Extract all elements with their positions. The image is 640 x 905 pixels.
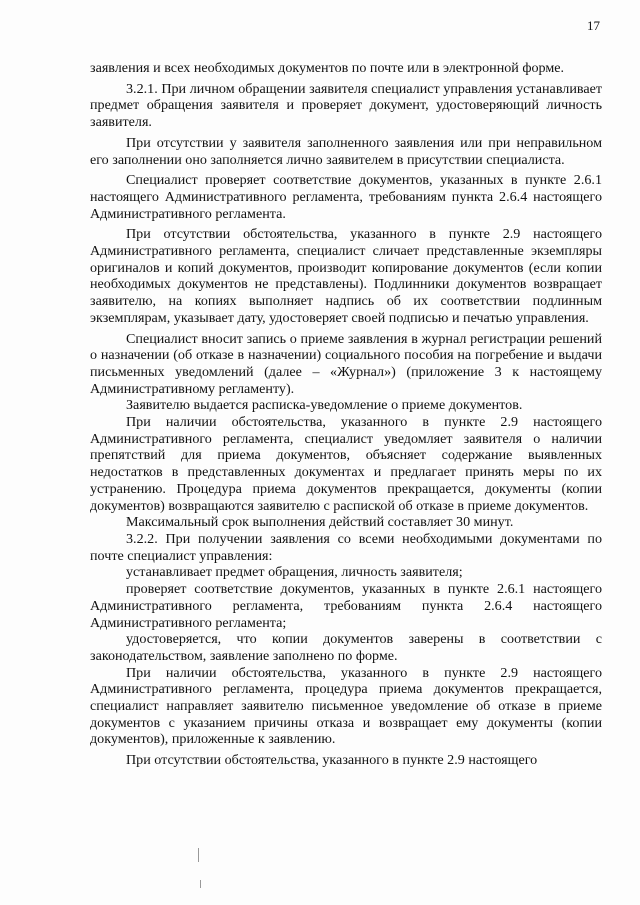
paragraph: При отсутствии обстоятельства, указанного в пункте 2.9 настоящего Административного регламента, специалист сличает представленные экземпляры оригиналов и копий документов, производит копирование документов (если копии необходимых документов не представлены). Подлинники документов возвращает заявителю, на копиях выполняет надпись об их соответствии подлинным экземплярам, указывает дату, удостоверяет своей подписью и печатью управления.: [90, 226, 602, 326]
paragraph: Специалист вносит запись о приеме заявления в журнал регистрации решений о назначении (об отказе в назначении) социального пособия на погребение и выдачи письменных уведомлений (далее – «Журнал») (приложение 3 к настоящему Административному регламенту).: [90, 330, 602, 397]
paragraph: При наличии обстоятельства, указанного в пункте 2.9 настоящего Административного регламента, специалист уведомляет заявителя о наличии препятствий для приема документов, объясняет содержание выявленных недостатков в представленных документах и предлагает принять меры по их устранению. Процедура приема документов прекращается, документы (копии документов) возвращаются заявителю с распиской об отказе в приеме документов.: [90, 414, 602, 514]
paragraph: Заявителю выдается расписка-уведомление о приеме документов.: [126, 397, 523, 414]
scan-artifact: [200, 880, 201, 888]
paragraph: проверяет соответствие документов, указанных в пункте 2.6.1 настоящего Административного регламента, требованиям пункта 2.6.4 настоящего Административного регламента;: [90, 581, 602, 631]
paragraph: заявления и всех необходимых документов по почте или в электронной форме.: [90, 60, 565, 76]
paragraph: При отсутствии у заявителя заполненного заявления или при неправильном его заполнении оно заполняется лично заявителем в присутствии специалиста.: [90, 134, 602, 168]
paragraph: устанавливает предмет обращения, личность заявителя;: [126, 564, 463, 581]
scan-artifact: [198, 848, 199, 862]
paragraph: удостоверяется, что копии документов заверены в соответствии с законодательством, заявление заполнено по форме.: [90, 631, 602, 664]
paragraph: 3.2.2. При получении заявления со всеми необходимыми документами по почте специалист управления:: [90, 530, 602, 564]
paragraph: Специалист проверяет соответствие документов, указанных в пункте 2.6.1 настоящего Административного регламента, требованиям пункта 2.6.4 настоящего Административного регламента.: [90, 172, 602, 222]
paragraph: 3.2.1. При личном обращении заявителя специалист управления устанавливает предмет обращения заявителя и проверяет документ, удостоверяющий личность заявителя.: [90, 80, 602, 131]
paragraph: При наличии обстоятельства, указанного в пункте 2.9 настоящего Административного регламента, процедура приема документов прекращается, специалист направляет заявителю письменное уведомление об отказе в приеме документов с указанием причины отказа и возвращает ему документы (копии документов), приложенные к заявлению.: [90, 664, 602, 748]
paragraph: Максимальный срок выполнения действий составляет 30 минут.: [126, 514, 514, 531]
body-text: [90, 60, 602, 769]
paragraph: При отсутствии обстоятельства, указанного в пункте 2.9 настоящего: [126, 752, 538, 769]
page-number: 17: [587, 18, 600, 33]
